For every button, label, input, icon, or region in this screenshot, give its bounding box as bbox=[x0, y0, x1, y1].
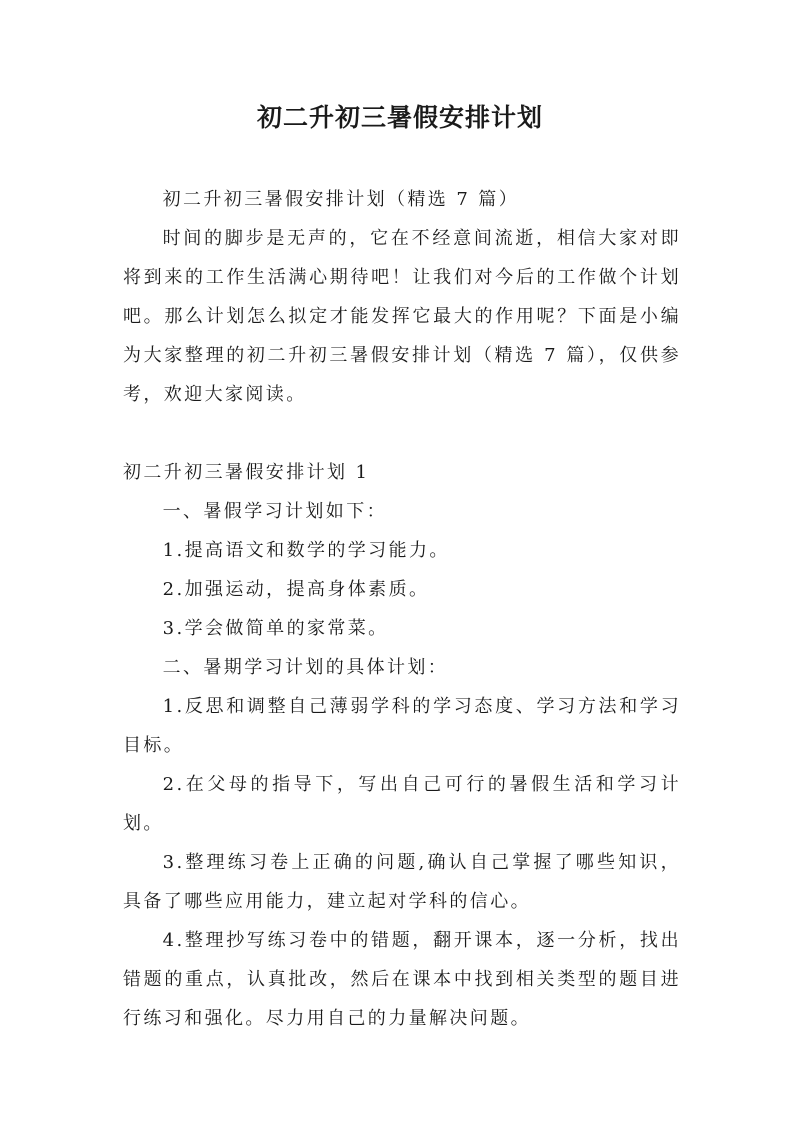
goal-item-1: 1.提高语文和数学的学习能力。 bbox=[162, 540, 450, 561]
part2-title: 二、暑期学习计划的具体计划： bbox=[162, 657, 449, 678]
section-heading: 初二升初三暑假安排计划 1 bbox=[123, 462, 370, 483]
plan-item-1: 1.反思和调整自己薄弱学科的学习态度、学习方法和学习目标。 bbox=[123, 696, 681, 756]
document-body bbox=[123, 180, 681, 1038]
goal-item-3: 3.学会做简单的家常菜。 bbox=[162, 618, 389, 639]
plan-item-4: 4.整理抄写练习卷中的错题，翻开课本，逐一分析，找出错题的重点，认真批改，然后在课本中找到相关类型的题目进行练习和强化。尽力用自己的力量解决问题。 bbox=[123, 930, 681, 1029]
plan-item-3: 3.整理练习卷上正确的问题,确认自己掌握了哪些知识，具备了哪些应用能力，建立起对学科的信心。 bbox=[123, 852, 681, 912]
plan-item-2: 2.在父母的指导下，写出自己可行的暑假生活和学习计划。 bbox=[123, 774, 681, 834]
subtitle: 初二升初三暑假安排计划（精选 7 篇） bbox=[162, 189, 520, 210]
document-title: 初二升初三暑假安排计划 bbox=[256, 103, 543, 132]
part1-title: 一、暑假学习计划如下： bbox=[162, 501, 387, 522]
goal-item-2: 2.加强运动，提高身体素质。 bbox=[162, 579, 430, 600]
intro-paragraph: 时间的脚步是无声的，它在不经意间流逝，相信大家对即将到来的工作生活满心期待吧！让我们对今后的工作做个计划吧。那么计划怎么拟定才能发挥它最大的作用呢？下面是小编为大家整理的初二升初三暑假安排计划（精选 7 篇），仅供参考，欢迎大家阅读。 bbox=[123, 228, 681, 405]
